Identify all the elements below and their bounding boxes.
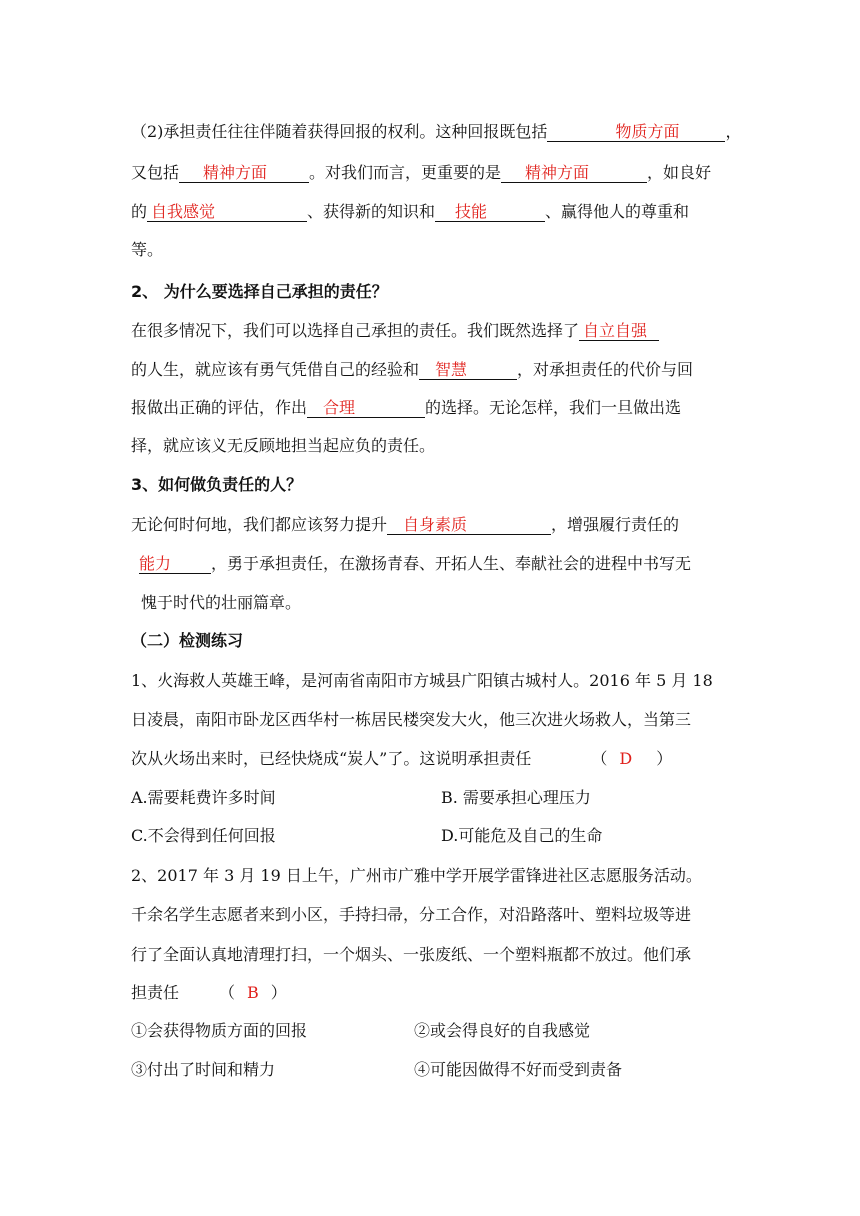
practice-heading: （二）检测练习 bbox=[131, 631, 244, 650]
text: ，对承担责任的代价与回 bbox=[517, 360, 694, 379]
q2-line-2 bbox=[131, 360, 731, 380]
text: 、赢得他人的尊重和 bbox=[545, 202, 690, 221]
text: 。对我们而言，更重要的是 bbox=[309, 163, 502, 182]
answer-blank bbox=[435, 203, 545, 222]
p2-line-2: 千余名学生志愿者来到小区，手持扫帚，分工合作，对沿路落叶、塑料垃圾等进 bbox=[131, 905, 692, 924]
text: 愧于时代的壮丽篇章。 bbox=[141, 593, 302, 612]
answer: 能力 bbox=[139, 554, 172, 573]
paren-open: （ bbox=[219, 983, 236, 1002]
answer-blank bbox=[387, 516, 551, 535]
q3-line-3 bbox=[141, 593, 741, 613]
answer-blank bbox=[419, 361, 517, 380]
answer: D bbox=[619, 749, 633, 768]
text: 、获得新的知识和 bbox=[307, 202, 436, 221]
intro-line-1 bbox=[131, 122, 742, 142]
p2-line-3: 行了全面认真地清理打扫，一个烟头、一张废纸、一个塑料瓶都不放过。他们承 bbox=[131, 945, 692, 964]
p1-option-d[interactable]: D.可能危及自己的生命 bbox=[441, 826, 603, 845]
intro-line-2 bbox=[131, 163, 731, 183]
p1-line-1: 1、火海救人英雄王峰，是河南省南阳市方城县广阳镇古城村人。2016 年 5 月 18 bbox=[131, 671, 713, 690]
q2-line-1 bbox=[131, 321, 731, 341]
p1-option-a[interactable]: A.需要耗费许多时间 bbox=[131, 788, 276, 807]
answer: 精神方面 bbox=[203, 163, 268, 182]
text: ，如良好 bbox=[647, 163, 712, 182]
text: （2)承担责任往往伴随着获得回报的权利。这种回报既包括 bbox=[131, 122, 548, 141]
text: 的选择。无论怎样，我们一旦做出选 bbox=[425, 398, 682, 417]
p2-option-1[interactable]: ①会获得物质方面的回报 bbox=[131, 1021, 308, 1040]
intro-line-3 bbox=[131, 202, 731, 222]
q3-heading: 3、如何做负责任的人？ bbox=[131, 475, 303, 494]
text: 次从火场出来时，已经快烧成“炭人”了。这说明承担责任 bbox=[131, 749, 532, 768]
intro-line-4 bbox=[131, 240, 731, 260]
blank bbox=[547, 123, 615, 142]
q3-line-2 bbox=[131, 554, 731, 574]
q3-line-1 bbox=[131, 515, 731, 535]
text: 担责任 bbox=[131, 983, 180, 1002]
text: ，增强履行责任的 bbox=[551, 515, 680, 534]
text: ，勇于承担责任，在激扬青春、开拓人生、奉献社会的进程中书写无 bbox=[211, 554, 692, 573]
answer: 智慧 bbox=[435, 360, 468, 379]
paren-close: ） bbox=[270, 983, 287, 1002]
answer-blank bbox=[579, 322, 659, 341]
text: 无论何时何地，我们都应该努力提升 bbox=[131, 515, 388, 534]
answer-blank bbox=[179, 164, 309, 183]
p1-line-2: 日凌晨，南阳市卧龙区西华村一栋居民楼突发大火，他三次进火场救人，当第三 bbox=[131, 710, 692, 729]
answer: 自我感觉 bbox=[151, 202, 216, 221]
answer: 物质方面 bbox=[615, 122, 680, 141]
paren-open: （ bbox=[591, 749, 608, 768]
p2-option-2[interactable]: ②或会得良好的自我感觉 bbox=[414, 1021, 591, 1040]
text: 的 bbox=[131, 202, 148, 221]
text: 择，就应该义无反顾地担当起应负的责任。 bbox=[131, 436, 436, 455]
q2-line-3 bbox=[131, 398, 731, 418]
q2-line-4 bbox=[131, 436, 731, 456]
p1-line-3 bbox=[131, 749, 731, 769]
p1-option-c[interactable]: C.不会得到任何回报 bbox=[131, 826, 276, 845]
text: ， bbox=[725, 122, 742, 141]
answer: 自立自强 bbox=[583, 321, 648, 340]
answer: B bbox=[247, 983, 259, 1002]
text: 等。 bbox=[131, 240, 164, 259]
q2-heading: 2、 为什么要选择自己承担的责任？ bbox=[131, 282, 388, 301]
answer-blank bbox=[139, 555, 211, 574]
answer: 合理 bbox=[323, 398, 356, 417]
answer-blank bbox=[615, 123, 725, 142]
p2-option-4[interactable]: ④可能因做得不好而受到责备 bbox=[414, 1060, 623, 1079]
answer-blank bbox=[147, 203, 307, 222]
p2-option-3[interactable]: ③付出了时间和精力 bbox=[131, 1060, 276, 1079]
paren-close: ） bbox=[656, 749, 673, 768]
text: 报做出正确的评估，作出 bbox=[131, 398, 308, 417]
text: 又包括 bbox=[131, 163, 180, 182]
text: 在很多情况下，我们可以选择自己承担的责任。我们既然选择了 bbox=[131, 321, 580, 340]
answer: 自身素质 bbox=[403, 515, 468, 534]
p2-line-4 bbox=[131, 983, 731, 1003]
text: 的人生，就应该有勇气凭借自己的经验和 bbox=[131, 360, 420, 379]
answer: 精神方面 bbox=[525, 163, 590, 182]
p1-option-b[interactable]: B. 需要承担心理压力 bbox=[441, 788, 591, 807]
answer-blank bbox=[501, 164, 647, 183]
p2-line-1: 2、2017 年 3 月 19 日上午，广州市广雅中学开展学雷锋进社区志愿服务活动。 bbox=[131, 866, 702, 885]
answer: 技能 bbox=[455, 202, 488, 221]
answer-blank bbox=[307, 399, 425, 418]
